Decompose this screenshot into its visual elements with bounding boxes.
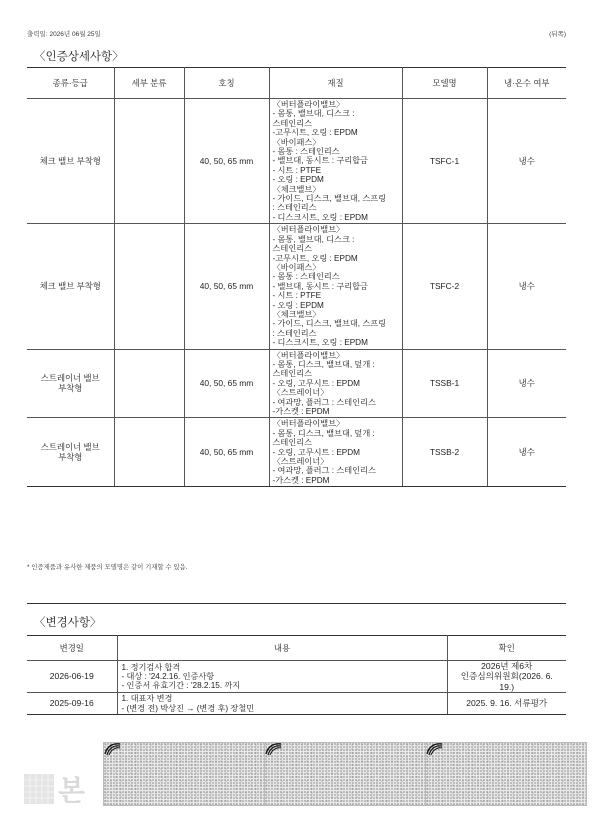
column-header: 세부 분류 bbox=[114, 68, 184, 99]
material-cell: 〈버터플라이밸브〉 - 몸통, 밸브대, 디스크 : 스테인리스 -고무시트, 오링 : EPDM 〈바이패스〉 - 몸통 : 스테인리스 - 밸브대, 동시트 : 구리합금 - 시트 : PTFE - 오링 : EPDM 〈체크밸브〉 - 가이드, 디스크, 밸브대, 스프링 : 스테인리스 - 디스크시트, 오링 : EPDM bbox=[269, 99, 402, 224]
type-cell: 체크 밸브 부착형 bbox=[27, 99, 114, 224]
column-header: 내용 bbox=[117, 636, 447, 661]
table-row bbox=[27, 349, 566, 418]
table-row bbox=[27, 693, 566, 715]
change-content-cell: 1. 대표자 변경 - (변경 전) 박상진 → (변경 후) 장철민 bbox=[117, 693, 447, 715]
page-header bbox=[27, 27, 566, 41]
column-header: 변경일 bbox=[27, 636, 117, 661]
type-cell: 체크 밸브 부착형 bbox=[27, 224, 114, 349]
back-side-label: (뒤쪽) bbox=[549, 31, 566, 38]
seal-corner-mark-icon bbox=[265, 742, 283, 756]
column-header: 호칭 bbox=[184, 68, 269, 99]
sub-category-cell bbox=[114, 418, 184, 487]
change-date-cell: 2026-06-19 bbox=[27, 661, 117, 693]
table-row bbox=[27, 99, 566, 224]
change-table-body bbox=[27, 661, 566, 715]
water-type-cell: 냉수 bbox=[487, 418, 566, 487]
type-cell: 스트레이너 밸브 부착형 bbox=[27, 349, 114, 418]
svg-text:본: 본 bbox=[58, 774, 86, 806]
model-cell: TSSB-1 bbox=[402, 349, 487, 418]
water-type-cell: 냉수 bbox=[487, 349, 566, 418]
material-cell: 〈버터플라이밸브〉 - 몸통, 디스크, 밸브대, 덮개 : 스테인리스 - 오링, 고무시트 : EPDM 〈스트레이너〉 - 여과망, 플러그 : 스테인리스 -가스켓 : EPDM bbox=[269, 418, 402, 487]
table-row bbox=[27, 418, 566, 487]
change-content-cell: 1. 정기검사 합격 - 대상 : '24.2.16. 인증사항 - 인증서 유효기간 : '28.2.15. 까지 bbox=[117, 661, 447, 693]
security-seal-pattern bbox=[103, 742, 265, 806]
security-seal-pattern bbox=[264, 742, 426, 806]
type-cell: 스트레이너 밸브 부착형 bbox=[27, 418, 114, 487]
size-cell: 40, 50, 65 mm bbox=[184, 418, 269, 487]
column-header: 모델명 bbox=[402, 68, 487, 99]
model-cell: TSSB-2 bbox=[402, 418, 487, 487]
sub-category-cell bbox=[114, 99, 184, 224]
sub-category-cell bbox=[114, 224, 184, 349]
sub-category-cell bbox=[114, 349, 184, 418]
change-date-cell: 2025-09-16 bbox=[27, 693, 117, 715]
column-header: 종류·등급 bbox=[27, 68, 114, 99]
water-type-cell: 냉수 bbox=[487, 99, 566, 224]
seal-corner-mark-icon bbox=[426, 742, 444, 756]
material-cell: 〈버터플라이밸브〉 - 몸통, 디스크, 밸브대, 덮개 : 스테인리스 - 오링, 고무시트 : EPDM 〈스트레이너〉 - 여과망, 플러그 : 스테인리스 -가스켓 : EPDM bbox=[269, 349, 402, 418]
size-cell: 40, 50, 65 mm bbox=[184, 99, 269, 224]
detail-table bbox=[27, 67, 566, 487]
original-stamp-watermark bbox=[22, 770, 92, 806]
footnote: * 인증제품과 유사한 제품의 모델명은 같이 기재할 수 있음. bbox=[27, 564, 188, 571]
table-row bbox=[27, 661, 566, 693]
detail-table-body bbox=[27, 99, 566, 487]
column-header: 재질 bbox=[269, 68, 402, 99]
material-cell: 〈버터플라이밸브〉 - 몸통, 밸브대, 디스크 : 스테인리스 -고무시트, 오링 : EPDM 〈바이패스〉 - 몸통 : 스테인리스 - 밸브대, 동시트 : 구리합금 - 시트 : PTFE - 오링 : EPDM 〈체크밸브〉 - 가이드, 디스크, 밸브대, 스프링 : 스테인리스 - 디스크시트, 오링 : EPDM bbox=[269, 224, 402, 349]
size-cell: 40, 50, 65 mm bbox=[184, 349, 269, 418]
change-section-title: 〈변경사항〉 bbox=[34, 617, 102, 629]
model-cell: TSFC-2 bbox=[402, 224, 487, 349]
table-row bbox=[27, 224, 566, 349]
column-header: 냉·온수 여부 bbox=[487, 68, 566, 99]
confirmation-cell: 2026년 제6차 인증심의위원회(2026. 6. 19.) bbox=[447, 661, 566, 693]
print-date: 출력일: 2026년 06월 25일 bbox=[27, 31, 101, 38]
detail-table-header bbox=[27, 68, 566, 99]
confirmation-cell: 2025. 9. 16. 서류평가 bbox=[447, 693, 566, 715]
model-cell: TSFC-1 bbox=[402, 99, 487, 224]
change-table-header bbox=[27, 636, 566, 661]
change-table bbox=[27, 635, 566, 715]
section-divider bbox=[27, 603, 566, 604]
security-seal-pattern bbox=[425, 742, 587, 806]
seal-corner-mark-icon bbox=[104, 742, 122, 756]
water-type-cell: 냉수 bbox=[487, 224, 566, 349]
detail-section-title: 〈인증상세사항〉 bbox=[34, 51, 124, 63]
size-cell: 40, 50, 65 mm bbox=[184, 224, 269, 349]
column-header: 확인 bbox=[447, 636, 566, 661]
